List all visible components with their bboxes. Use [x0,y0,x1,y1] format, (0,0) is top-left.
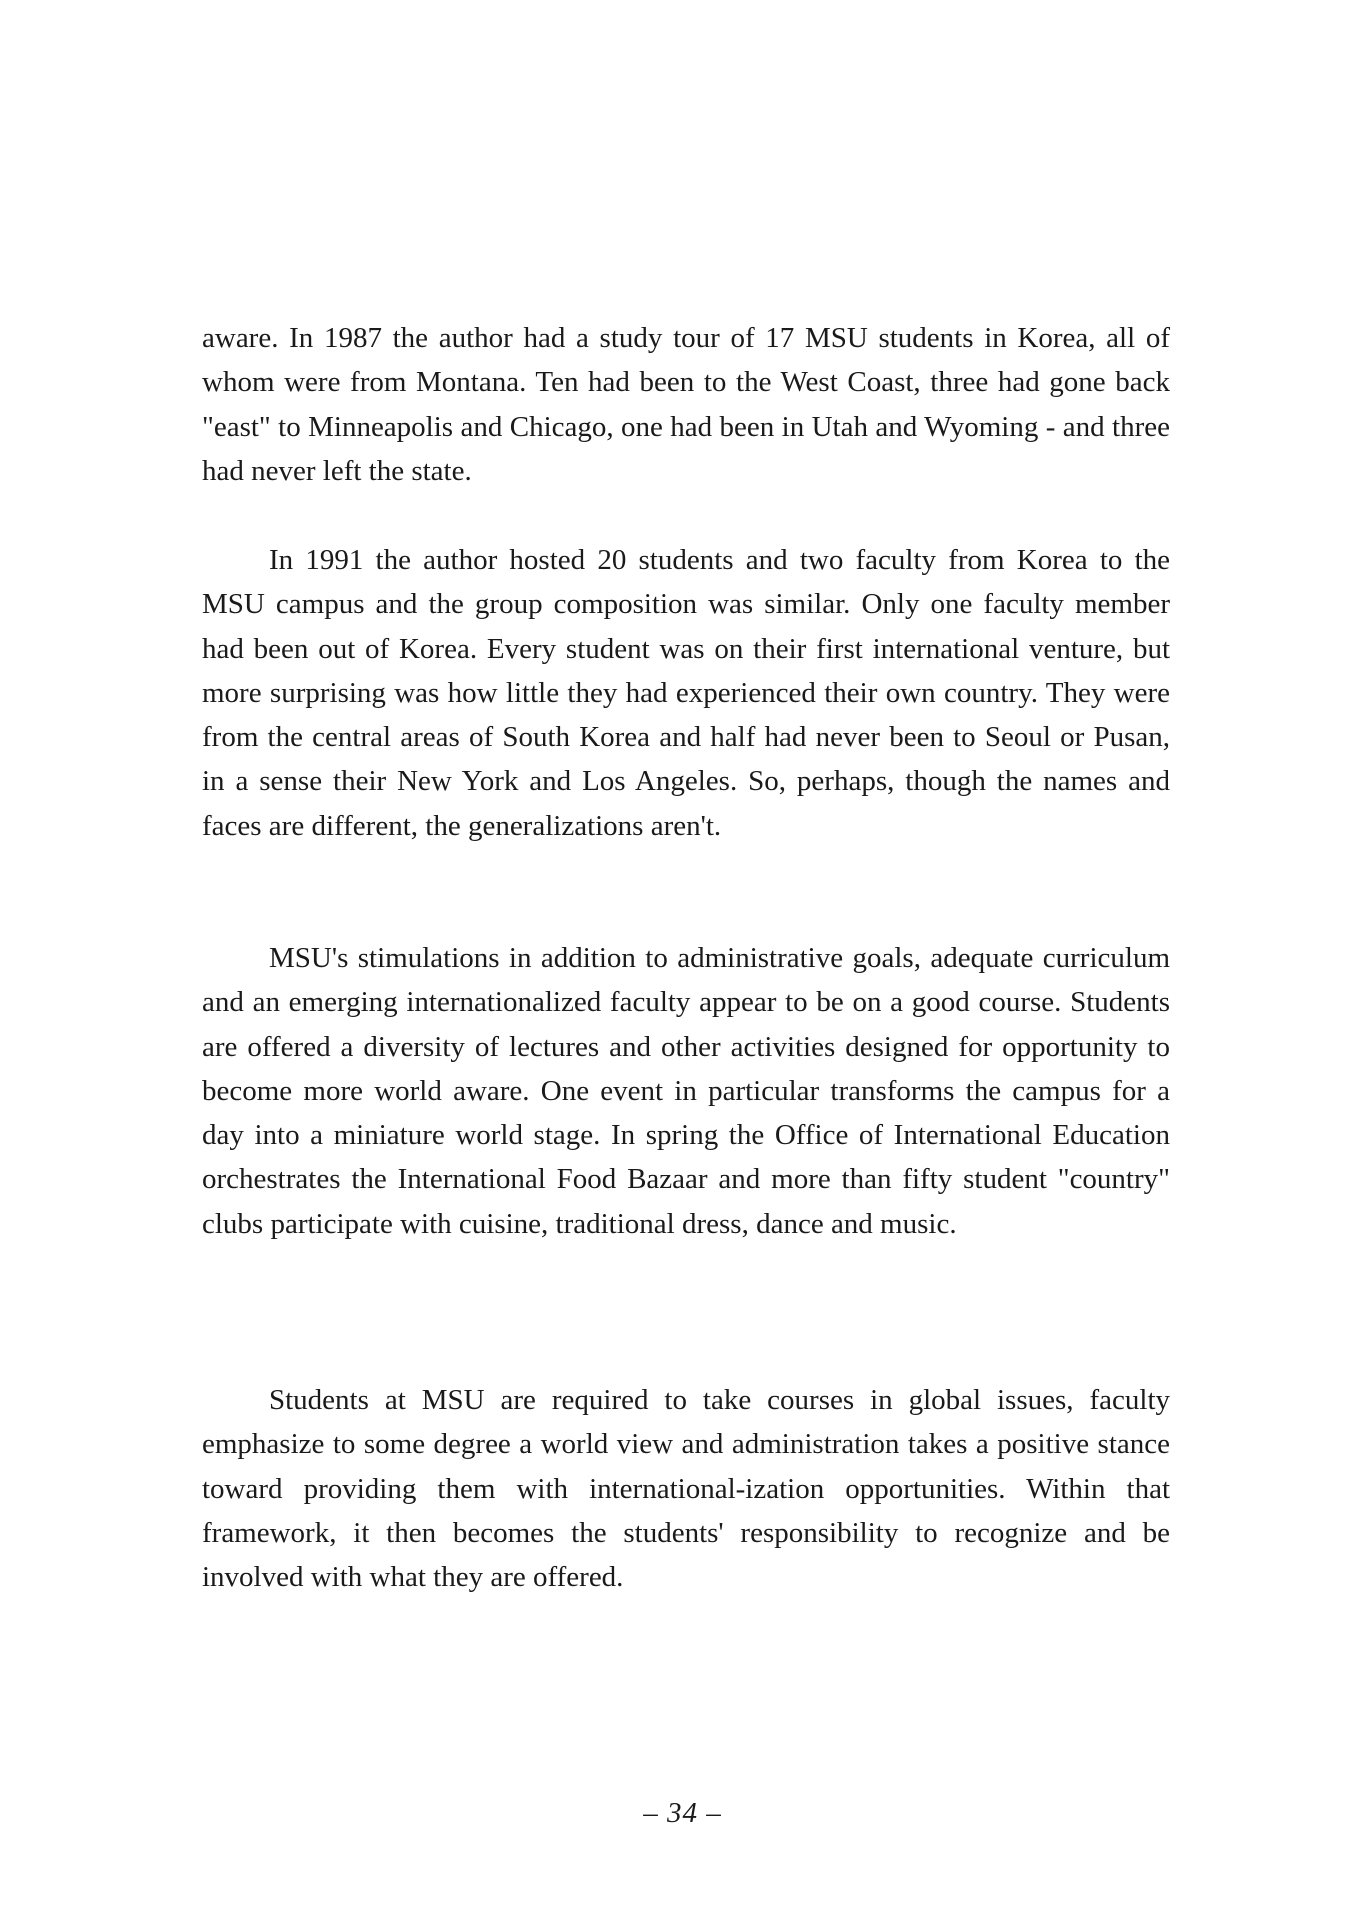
page-number: – 34 – [643,1797,722,1829]
paragraph-student-responsibility: Students at MSU are required to take courses in global issues, faculty emphasize to some degree a world view and administration takes a positive stance toward providing them with international-ization opportunities. Within that framework, it then becomes the students' responsibility to recognize and be involved with what they are offered. [202,1384,1170,1594]
paragraph-korea-visit: In 1991 the author hosted 20 students and two faculty from Korea to the MSU campus and the group composition was similar. Only one faculty member had been out of Korea. Every student was on their first international venture, but more surprising was how little they had experienced their own country. They were from the central areas of South Korea and half had never been to Seoul or Pusan, in a sense their New York and Los Angeles. So, perhaps, though the names and faces are different, the generalizations aren't. [202,544,1170,842]
paragraph-continuation: aware. In 1987 the author had a study tour of 17 MSU students in Korea, all of whom were from Montana. Ten had been to the West Coast, three had gone back "east" to Minneapolis and Chicago, one had been in Utah and Wyoming - and three had never left the state. [202,322,1170,487]
paragraph-msu-stimulations: MSU's stimulations in addition to administrative goals, adequate curriculum and an emerging internationalized faculty appear to be on a good course. Students are offered a diversity of lectures and other activities designed for opportunity to become more world aware. One event in particular transforms the campus for a day into a miniature world stage. In spring the Office of International Education orchestrates the International Food Bazaar and more than fifty student "country" clubs participate with cuisine, traditional dress, dance and music. [202,942,1170,1240]
